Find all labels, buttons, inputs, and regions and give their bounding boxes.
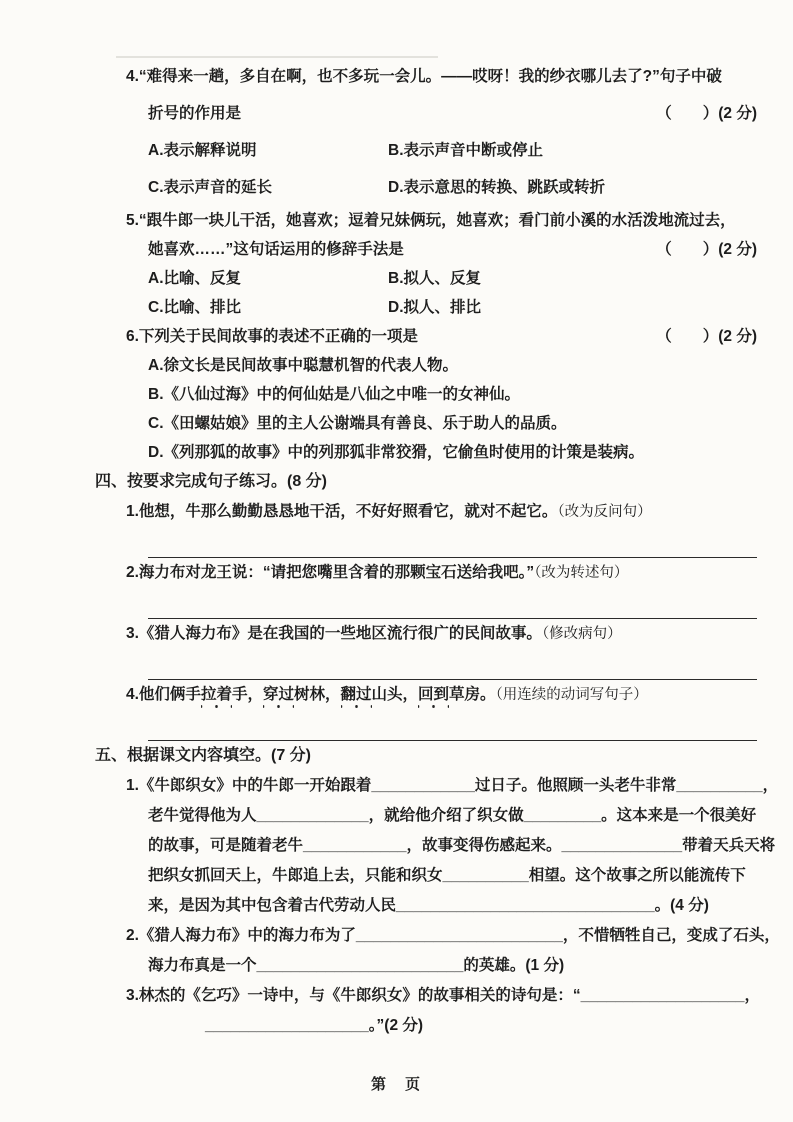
option: C.比喻、排比 <box>148 299 242 316</box>
answer-line <box>148 526 757 558</box>
question-5 <box>0 206 793 322</box>
fill-blank-line: 来，是因为其中包含着古代劳动人民______________________________。(4 分) <box>148 897 709 914</box>
option: A.徐文长是民间故事中聪慧机智的代表人物。 <box>148 357 459 374</box>
fill-blank-line: 把织女抓回天上，牛郎追上去，只能和织女__________相望。这个故事之所以能流传下 <box>148 867 746 884</box>
sentence-text: 3.《猎人海力布》是在我国的一些地区流行很广的民间故事。 <box>126 625 542 642</box>
answer-line <box>148 709 757 741</box>
question-4 <box>0 58 793 206</box>
page-footer: 第 页 <box>370 1076 422 1093</box>
options-row <box>0 132 793 169</box>
option: C.表示声音的延长 <box>148 179 273 196</box>
question-stem: 6.下列关于民间故事的表述不正确的一项是 <box>126 328 418 345</box>
question-line: 4.“难得来一趟，多自在啊，也不多玩一会儿。——哎呀！我的纱衣哪儿去了?”句子中破 <box>126 68 722 85</box>
emphasized-verb: 拉着 <box>201 686 232 709</box>
question-stem: 她喜欢……”这句话运用的修辞手法是 <box>148 241 404 258</box>
option: D.表示意思的转换、跳跃或转折 <box>388 179 606 196</box>
instruction-note: （修改病句） <box>541 626 622 642</box>
option: A.比喻、反复 <box>148 270 242 287</box>
answer-brackets: （ ）(2 分) <box>656 105 757 122</box>
sentence-exercise-line <box>0 680 793 709</box>
instruction-note: （改为转述句） <box>534 565 629 581</box>
sentence-text: 4.他们俩手 <box>126 686 201 703</box>
question-6 <box>0 322 793 467</box>
fill-blank-line: 老牛觉得他为人_____________，就给他介绍了织女做_________。这本来是一个很美好 <box>148 807 757 824</box>
section-heading: 五、根据课文内容填空。(7 分) <box>95 747 312 764</box>
fill-blank-line: 3.林杰的《乞巧》一诗中，与《牛郎织女》的故事相关的诗句是：“___________________， <box>126 987 760 1004</box>
option: D.《列那狐的故事》中的列那狐非常狡猾，它偷鱼时使用的计策是装病。 <box>148 444 645 461</box>
sentence-text: 山头， <box>371 686 419 703</box>
question-stem-line <box>0 322 793 351</box>
option: B.表示声音中断或停止 <box>388 142 544 159</box>
fill-blank-line: 的故事，可是随着老牛____________，故事变得伤感起来。______________带着天兵天将 <box>148 837 776 854</box>
choice-questions-area <box>0 58 793 467</box>
option: A.表示解释说明 <box>148 142 257 159</box>
emphasized-verb: 穿过 <box>263 686 294 709</box>
answer-line <box>148 648 757 680</box>
fill-blank-line: 1.《牛郎织女》中的牛郎一开始跟着____________过日子。他照顾一头老牛非常__________， <box>126 777 779 794</box>
option: B.《八仙过海》中的何仙姑是八仙之中唯一的女神仙。 <box>148 386 521 403</box>
question-stem: 折号的作用是 <box>148 105 242 122</box>
sentence-text: 树林， <box>293 686 341 703</box>
fill-blank-line: 海力布真是一个________________________的英雄。(1 分) <box>148 957 565 974</box>
emphasized-verb: 回到 <box>418 686 449 709</box>
answer-line <box>148 587 757 619</box>
sentence-text: 草房。 <box>449 686 496 703</box>
section-heading: 四、按要求完成句子练习。(8 分) <box>95 473 328 490</box>
question-stem-line <box>0 95 793 132</box>
options-row <box>0 264 793 293</box>
exam-content <box>0 58 793 1041</box>
option: D.拟人、排比 <box>388 299 482 316</box>
options-row <box>0 169 793 206</box>
fill-blank-line: 2.《猎人海力布》中的海力布为了________________________，不惜牺牲自己，变成了石头， <box>126 927 780 944</box>
emphasized-verb: 翻过 <box>341 686 372 709</box>
sentence-exercise-line <box>0 619 793 648</box>
option: C.《田螺姑娘》里的主人公谢端具有善良、乐于助人的品质。 <box>148 415 567 432</box>
section-sentence-exercises <box>0 467 793 741</box>
sentence-text: 手， <box>231 686 263 703</box>
question-line: 5.“跟牛郎一块儿干活，她喜欢；逗着兄妹俩玩，她喜欢；看门前小溪的水活泼地流过去， <box>126 212 736 229</box>
options-row <box>0 293 793 322</box>
answer-brackets: （ ）(2 分) <box>656 241 757 258</box>
sentence-exercise-line <box>0 558 793 587</box>
sentence-exercise-line <box>0 497 793 526</box>
section-fill-blanks <box>0 741 793 1041</box>
answer-brackets: （ ）(2 分) <box>656 328 757 345</box>
sentence-text: 1.他想，牛那么勤勤恳恳地干活，不好好照看它，就对不起它。 <box>126 503 558 520</box>
sentence-text: 2.海力布对龙王说：“请把您嘴里含着的那颗宝石送给我吧。” <box>126 564 535 581</box>
question-stem-line <box>0 235 793 264</box>
instruction-note: （改为反问句） <box>557 504 652 520</box>
fill-blank-line: ___________________。”(2 分) <box>205 1017 424 1034</box>
option: B.拟人、反复 <box>388 270 482 287</box>
instruction-note: （用连续的动词写句子） <box>495 687 648 703</box>
